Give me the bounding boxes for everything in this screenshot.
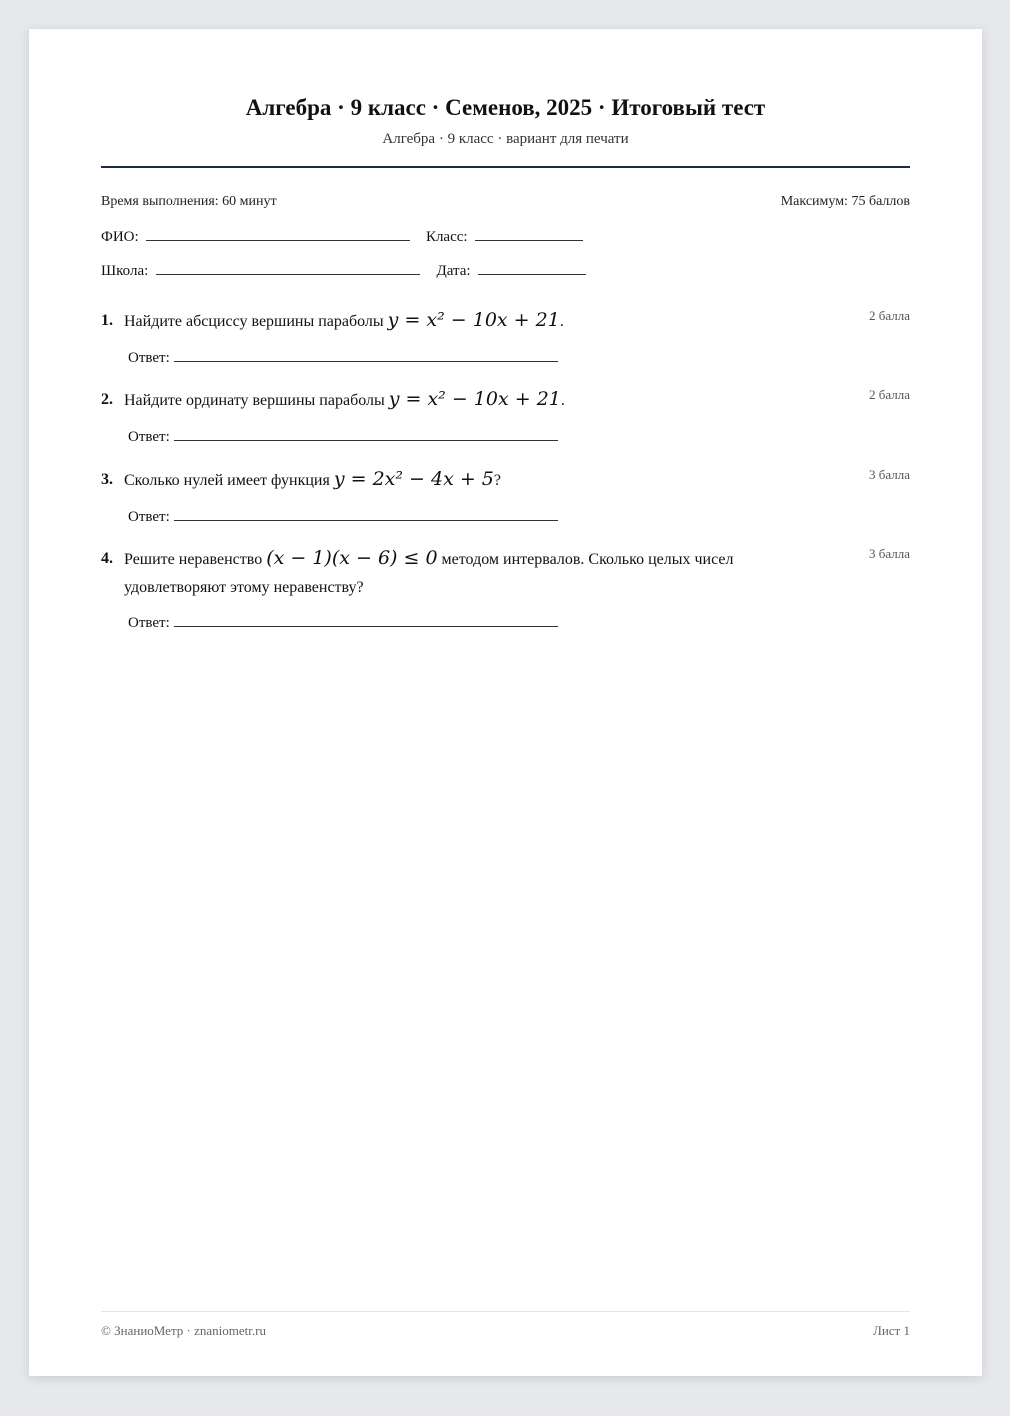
header-divider (101, 166, 910, 168)
question-number: 4. (101, 550, 113, 567)
max-score: Максимум: 75 баллов (780, 194, 910, 209)
formula: y = 2x² − 4x + 5 (333, 468, 494, 490)
answer-row-4 (128, 612, 558, 632)
points-badge: 2 балла (869, 387, 910, 402)
footer-copyright: © ЗнаниоМетр · znaniometr.ru (101, 1323, 266, 1338)
answer-row-1 (128, 347, 558, 367)
question-number: 1. (101, 312, 113, 329)
answer-label: Ответ: (128, 509, 170, 525)
question-text: Найдите ординату вершины параболы y = x² − 10x + 21. (124, 388, 565, 410)
formula: y = x² − 10x + 21 (388, 388, 561, 410)
class-label: Класс: (425, 229, 468, 245)
page-subtitle: Алгебра · 9 класс · вариант для печати (382, 131, 629, 147)
question-number: 2. (101, 391, 113, 408)
answer-label: Ответ: (128, 429, 170, 445)
answer-line[interactable] (174, 347, 558, 362)
school-date-row (101, 260, 586, 280)
question-number: 3. (101, 471, 113, 488)
formula: y = x² − 10x + 21 (387, 309, 560, 331)
answer-line[interactable] (174, 426, 558, 441)
answer-line[interactable] (174, 506, 558, 521)
answer-row-2 (128, 426, 558, 446)
school-label: Школа: (101, 263, 149, 279)
name-line[interactable] (146, 226, 410, 241)
points-badge: 2 балла (869, 308, 910, 323)
name-label: ФИО: (101, 229, 139, 245)
answer-label: Ответ: (128, 615, 170, 631)
school-line[interactable] (156, 260, 420, 275)
date-label: Дата: (436, 263, 471, 279)
class-line[interactable] (475, 226, 583, 241)
date-line[interactable] (478, 260, 586, 275)
footer-sheet-number: Лист 1 (873, 1323, 910, 1338)
footer-divider (101, 1311, 910, 1312)
question-text: Решите неравенство (x − 1)(x − 6) ≤ 0 методом интервалов. Сколько целых чисел удовлетворяют этому неравенству? (124, 547, 734, 596)
question-text: Найдите абсциссу вершины параболы y = x² − 10x + 21. (124, 309, 564, 331)
name-class-row (101, 226, 583, 246)
page-title: Алгебра · 9 класс · Семенов, 2025 · Итоговый тест (245, 95, 766, 120)
exam-sheet (29, 29, 982, 1376)
time-limit: Время выполнения: 60 минут (101, 194, 277, 209)
answer-label: Ответ: (128, 350, 170, 366)
answer-line[interactable] (174, 612, 558, 627)
points-badge: 3 балла (869, 467, 910, 482)
answer-row-3 (128, 506, 558, 526)
points-badge: 3 балла (869, 546, 910, 561)
question-text: Сколько нулей имеет функция y = 2x² − 4x + 5? (124, 468, 501, 490)
formula: (x − 1)(x − 6) ≤ 0 (266, 547, 438, 569)
